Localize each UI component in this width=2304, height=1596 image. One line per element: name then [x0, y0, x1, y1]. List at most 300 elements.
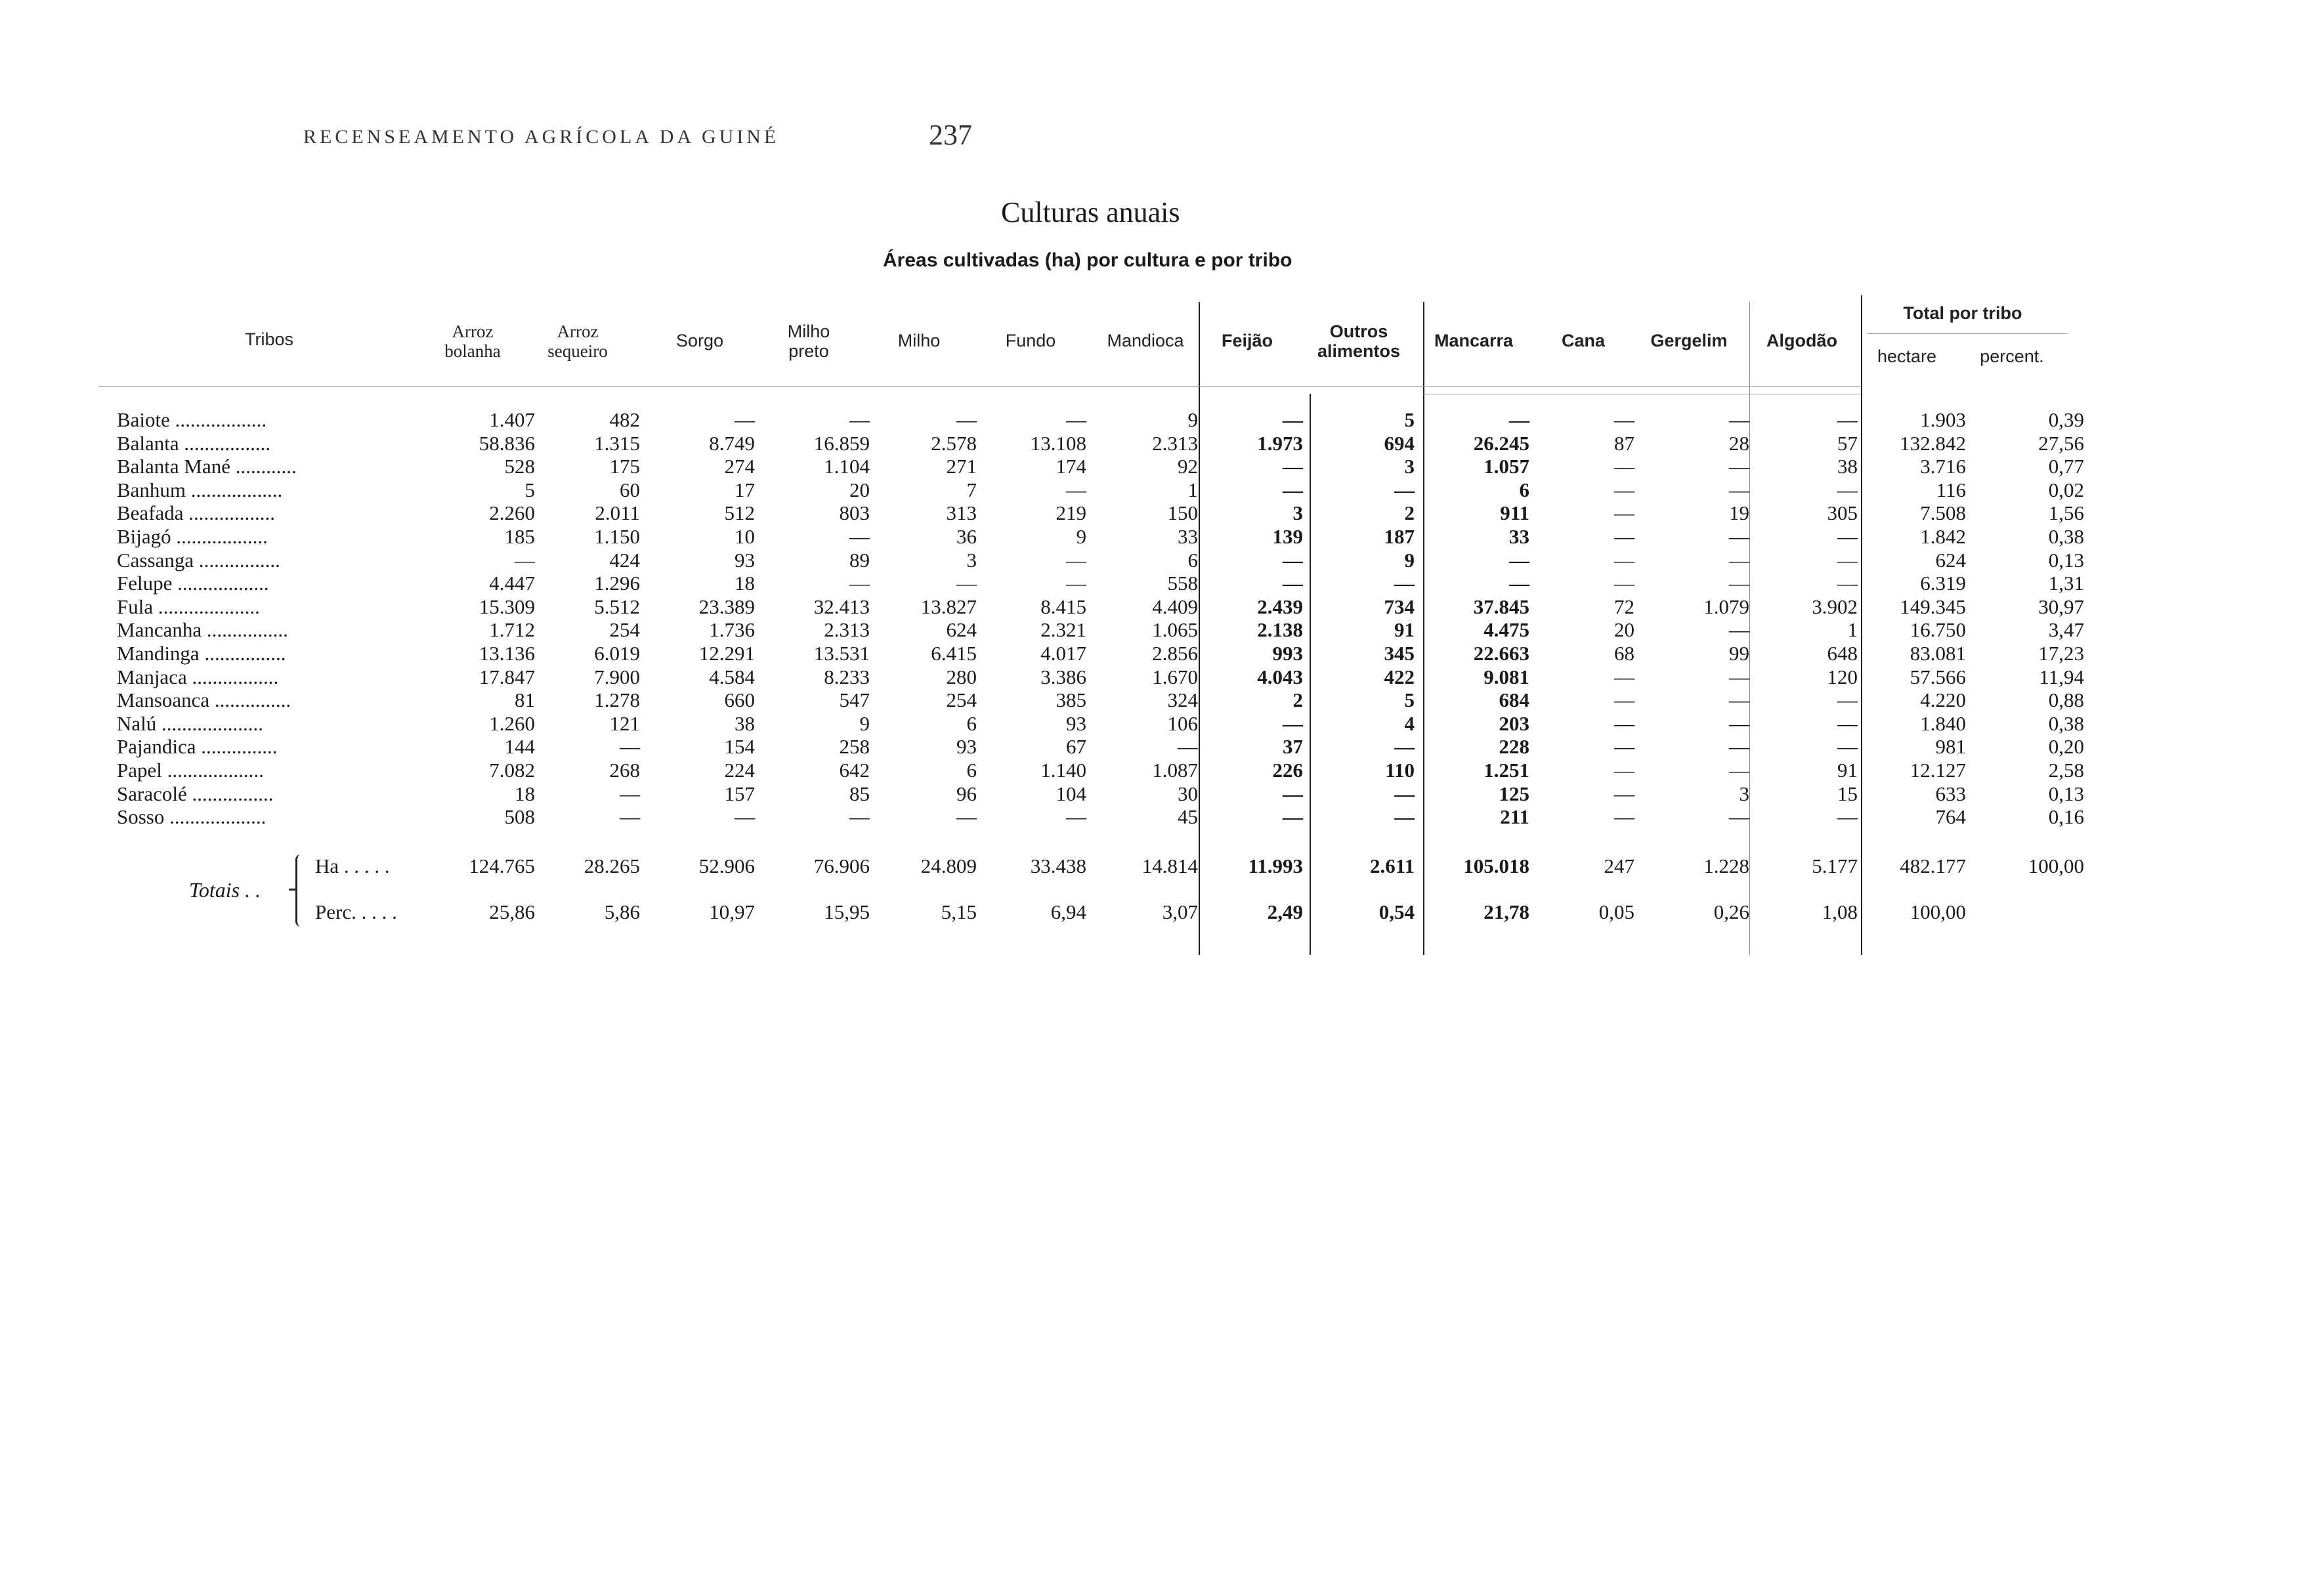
table-cell: 3: [966, 548, 977, 572]
header-line: preto: [788, 341, 829, 361]
table-cell: 7: [966, 478, 977, 501]
table-cell: —: [956, 572, 977, 595]
totals-cell: 2.611: [1369, 854, 1415, 877]
tribe-name: Pajandica ...............: [117, 735, 278, 759]
page-number: 237: [929, 119, 972, 151]
header-arroz-sequeiro: [519, 322, 637, 361]
table-cell: —: [849, 572, 870, 595]
table-cell: 5: [1404, 688, 1415, 712]
header-line: alimentos: [1317, 341, 1401, 361]
table-cell: 0,38: [2048, 711, 2084, 735]
tribe-name: Banhum ..................: [117, 478, 283, 501]
table-cell: 45: [1178, 805, 1198, 829]
table-cell: 2.138: [1257, 618, 1303, 642]
totals-cell: 5,86: [604, 900, 640, 923]
table-cell: —: [1837, 478, 1858, 501]
header-arroz-bolanha: [414, 322, 532, 361]
totals-cell: 6,94: [1050, 900, 1086, 923]
table-cell: 3: [1404, 455, 1415, 478]
table-cell: —: [1837, 525, 1858, 548]
table-cell: 6: [966, 759, 977, 782]
table-cell: 211: [1500, 805, 1529, 829]
table-cell: —: [1394, 782, 1415, 805]
table-cell: 20: [1614, 618, 1634, 642]
header-gergelim: [1630, 331, 1748, 350]
header-line: Fundo: [1005, 331, 1056, 350]
header-cana: [1524, 331, 1642, 350]
table-cell: —: [1837, 688, 1858, 712]
table-cell: —: [1614, 548, 1634, 572]
table-cell: —: [1614, 408, 1634, 431]
table-cell: 9.081: [1483, 665, 1529, 688]
totals-cell: 21,78: [1483, 900, 1529, 923]
tribe-name: Balanta .................: [117, 431, 271, 455]
header-line: Arroz: [557, 322, 599, 341]
table-cell: —: [1614, 735, 1634, 759]
totals-cell: 482.177: [1900, 854, 1966, 877]
header-line: Milho: [787, 322, 830, 341]
table-cell: —: [1614, 455, 1634, 478]
totals-cell: 0,54: [1378, 900, 1415, 923]
table-cell: 17: [735, 478, 755, 501]
table-cell: 38: [735, 711, 755, 735]
totals-cell: 0,26: [1713, 900, 1749, 923]
table-cell: 106: [1167, 711, 1198, 735]
header-line: Cana: [1561, 331, 1606, 350]
table-cell: 33: [1178, 525, 1198, 548]
table-cell: —: [1614, 501, 1634, 525]
table-cell: —: [1283, 408, 1303, 431]
table-title: Culturas anuais: [1001, 196, 1180, 228]
table-cell: —: [1729, 665, 1749, 688]
header-mancarra: [1415, 331, 1533, 350]
tribe-name: Mandinga ................: [117, 642, 286, 665]
header-outros-alimentos: [1300, 322, 1418, 361]
table-cell: —: [1837, 572, 1858, 595]
table-cell: 558: [1167, 572, 1198, 595]
table-cell: 104: [1056, 782, 1086, 805]
table-cell: 33: [1509, 525, 1529, 548]
header-line: Gergelim: [1650, 331, 1728, 350]
header-line: bolanha: [444, 341, 501, 361]
totals-cell: 14.814: [1141, 854, 1198, 877]
table-cell: 2.578: [931, 431, 977, 455]
table-cell: 324: [1167, 688, 1198, 712]
totals-cell: 100,00: [1909, 900, 1966, 923]
table-cell: 121: [609, 711, 640, 735]
totals-cell: 0,05: [1598, 900, 1634, 923]
header-line: Sorgo: [675, 331, 724, 350]
table-cell: 4.220: [1920, 688, 1966, 712]
totals-label: Totais . .: [189, 878, 261, 902]
table-cell: —: [1837, 548, 1858, 572]
totals-cell: 2,49: [1267, 900, 1303, 923]
table-cell: 139: [1272, 525, 1303, 548]
table-cell: 385: [1056, 688, 1086, 712]
table-cell: —: [620, 782, 640, 805]
header-line: Algodão: [1766, 331, 1837, 350]
totals-cell: 1,08: [1822, 900, 1858, 923]
totals-cell: 105.018: [1463, 854, 1529, 877]
table-cell: 3.386: [1040, 665, 1086, 688]
table-cell: 993: [1272, 642, 1303, 665]
table-cell: 2.313: [1152, 431, 1198, 455]
table-cell: 67: [1066, 735, 1086, 759]
table-cell: 2.011: [595, 501, 640, 525]
header-line: Arroz: [452, 322, 494, 341]
table-cell: —: [849, 525, 870, 548]
table-cell: 13.827: [920, 595, 977, 618]
table-cell: —: [956, 408, 977, 431]
table-cell: 1.079: [1703, 595, 1749, 618]
table-cell: —: [1178, 735, 1198, 759]
table-cell: —: [1729, 618, 1749, 642]
table-cell: 120: [1827, 665, 1858, 688]
table-cell: 1.260: [489, 711, 535, 735]
table-cell: —: [1729, 735, 1749, 759]
tribe-name: Fula ....................: [117, 595, 260, 618]
table-cell: 1.840: [1920, 711, 1966, 735]
table-cell: 125: [1499, 782, 1529, 805]
table-cell: 624: [946, 618, 977, 642]
table-cell: 547: [839, 688, 870, 712]
table-cell: 6.415: [931, 642, 977, 665]
table-cell: —: [1614, 572, 1634, 595]
tribe-name: Saracolé ................: [117, 782, 274, 805]
table-cell: 254: [609, 618, 640, 642]
table-cell: —: [1394, 572, 1415, 595]
table-cell: —: [1837, 805, 1858, 829]
header-tribos: Tribos: [244, 329, 293, 349]
table-cell: —: [956, 805, 977, 829]
table-cell: 1.670: [1152, 665, 1198, 688]
table-cell: 3,47: [2048, 618, 2084, 642]
totals-cell: 76.906: [813, 854, 870, 877]
table-cell: 258: [839, 735, 870, 759]
table-cell: —: [735, 408, 755, 431]
table-cell: —: [1283, 572, 1303, 595]
table-cell: 0,16: [2048, 805, 2084, 829]
table-cell: 624: [1935, 548, 1966, 572]
table-subtitle: Áreas cultivadas (ha) por cultura e por tribo: [883, 249, 1292, 271]
table-cell: —: [1614, 525, 1634, 548]
totals-cell: 28.265: [584, 854, 640, 877]
totals-cell: 5,15: [941, 900, 977, 923]
table-cell: 9: [1187, 408, 1198, 431]
table-cell: —: [1509, 408, 1529, 431]
table-cell: 19: [1729, 501, 1749, 525]
table-cell: 15.309: [479, 595, 535, 618]
totals-cell: 52.906: [698, 854, 755, 877]
totals-cell: 25,86: [489, 900, 535, 923]
table-cell: —: [1614, 805, 1634, 829]
table-cell: —: [1066, 478, 1086, 501]
table-cell: 1.104: [824, 455, 870, 478]
totals-cell: 15,95: [824, 900, 870, 923]
table-cell: 981: [1935, 735, 1966, 759]
table-cell: 803: [839, 501, 870, 525]
table-cell: 38: [1837, 455, 1858, 478]
table-cell: 3: [1739, 782, 1749, 805]
totals-cell: 100,00: [2028, 854, 2084, 877]
tribe-name: Baiote ..................: [117, 408, 267, 431]
table-cell: —: [1283, 782, 1303, 805]
running-head: RECENSEAMENTO AGRÍCOLA DA GUINÉ: [303, 126, 780, 148]
table-cell: 0,13: [2048, 782, 2084, 805]
table-cell: 93: [956, 735, 977, 759]
table-cell: 85: [849, 782, 870, 805]
header-milho-preto: [750, 322, 868, 361]
table-cell: 91: [1837, 759, 1858, 782]
header-fundo: [971, 331, 1090, 350]
table-cell: —: [1729, 759, 1749, 782]
table-cell: —: [1066, 548, 1086, 572]
header-line: Feijão: [1221, 331, 1273, 350]
table-cell: 1,31: [2048, 572, 2084, 595]
table-cell: —: [1394, 735, 1415, 759]
table-cell: 10: [735, 525, 755, 548]
table-cell: 32.413: [813, 595, 870, 618]
tribe-name: Cassanga ................: [117, 548, 280, 572]
table-cell: 13.136: [479, 642, 535, 665]
table-cell: 13.108: [1030, 431, 1086, 455]
table-cell: 228: [1499, 735, 1529, 759]
table-cell: 9: [1404, 548, 1415, 572]
totals-cell: 33.438: [1030, 854, 1086, 877]
table-cell: 17.847: [479, 665, 535, 688]
totals-perc-label: Perc. . . . .: [315, 900, 397, 923]
table-cell: —: [1509, 548, 1529, 572]
table-cell: 2.321: [1040, 618, 1086, 642]
table-cell: —: [620, 805, 640, 829]
table-cell: 91: [1394, 618, 1415, 642]
tribe-name: Mansoanca ...............: [117, 688, 291, 712]
table-cell: —: [1066, 805, 1086, 829]
table-cell: 157: [724, 782, 755, 805]
table-cell: 2.313: [824, 618, 870, 642]
table-cell: 174: [1056, 455, 1086, 478]
table-cell: 92: [1178, 455, 1198, 478]
table-cell: 7.082: [489, 759, 535, 782]
table-cell: 16.859: [813, 431, 870, 455]
table-cell: —: [1394, 805, 1415, 829]
table-cell: 187: [1384, 525, 1415, 548]
totals-cell: 1.228: [1703, 854, 1749, 877]
table-cell: —: [849, 805, 870, 829]
table-cell: 6: [966, 711, 977, 735]
table-cell: 1.296: [594, 572, 640, 595]
table-cell: 633: [1935, 782, 1966, 805]
table-cell: 4.584: [709, 665, 755, 688]
table-cell: 18: [735, 572, 755, 595]
table-cell: 2.439: [1257, 595, 1303, 618]
table-cell: —: [1509, 572, 1529, 595]
table-cell: 1.065: [1152, 618, 1198, 642]
table-cell: 6: [1187, 548, 1198, 572]
table-cell: 5.512: [594, 595, 640, 618]
table-cell: 9: [1076, 525, 1086, 548]
table-cell: 5: [1404, 408, 1415, 431]
table-cell: 1.736: [709, 618, 755, 642]
table-cell: 1.150: [594, 525, 640, 548]
table-cell: —: [620, 735, 640, 759]
table-cell: 660: [724, 688, 755, 712]
table-cell: 305: [1827, 501, 1858, 525]
table-cell: —: [1066, 408, 1086, 431]
table-cell: 0,88: [2048, 688, 2084, 712]
tribe-name: Beafada .................: [117, 501, 276, 525]
totals-cell: 3,07: [1162, 900, 1198, 923]
header-total-percent: percent.: [1980, 346, 2044, 366]
table-cell: 280: [946, 665, 977, 688]
table-cell: —: [1614, 782, 1634, 805]
table-cell: 30: [1178, 782, 1198, 805]
table-cell: —: [1283, 711, 1303, 735]
table-cell: 99: [1729, 642, 1749, 665]
table-cell: 4.447: [489, 572, 535, 595]
table-cell: 175: [609, 455, 640, 478]
table-cell: 185: [504, 525, 535, 548]
table-cell: 424: [609, 548, 640, 572]
table-cell: —: [515, 548, 535, 572]
table-cell: 8.749: [709, 431, 755, 455]
table-cell: —: [1729, 688, 1749, 712]
table-cell: 60: [620, 478, 640, 501]
table-cell: 83.081: [1909, 642, 1966, 665]
header-line: Mancarra: [1434, 331, 1514, 350]
table-cell: 911: [1500, 501, 1529, 525]
table-cell: 144: [504, 735, 535, 759]
table-cell: —: [1283, 478, 1303, 501]
table-cell: —: [1614, 478, 1634, 501]
table-cell: 1.903: [1920, 408, 1966, 431]
table-cell: 4.043: [1257, 665, 1303, 688]
table-cell: —: [1729, 455, 1749, 478]
table-cell: 6.319: [1920, 572, 1966, 595]
table-cell: 13.531: [813, 642, 870, 665]
table-cell: 1.057: [1483, 455, 1529, 478]
table-cell: 268: [609, 759, 640, 782]
tribe-name: Manjaca .................: [117, 665, 279, 688]
totals-ha-label: Ha . . . . .: [315, 854, 390, 877]
table-cell: 116: [1936, 478, 1966, 501]
table-cell: 422: [1384, 665, 1415, 688]
table-cell: 26.245: [1473, 431, 1529, 455]
tribe-name: Felupe ..................: [117, 572, 269, 595]
table-cell: —: [1837, 711, 1858, 735]
table-cell: 313: [946, 501, 977, 525]
table-cell: —: [735, 805, 755, 829]
table-cell: 4: [1404, 711, 1415, 735]
table-cell: 3.902: [1812, 595, 1858, 618]
totals-cell: 5.177: [1812, 854, 1858, 877]
totals-cell: 247: [1604, 854, 1634, 877]
table-cell: 37: [1283, 735, 1303, 759]
table-cell: 508: [504, 805, 535, 829]
table-cell: 648: [1827, 642, 1858, 665]
table-cell: 203: [1499, 711, 1529, 735]
header-milho: [860, 331, 978, 350]
table-cell: 110: [1385, 759, 1415, 782]
totals-brace: [295, 854, 307, 927]
table-cell: 28: [1729, 431, 1749, 455]
table-cell: 1,56: [2048, 501, 2084, 525]
header-rule: [1867, 333, 2068, 334]
table-cell: 684: [1499, 688, 1529, 712]
table-cell: 22.663: [1473, 642, 1529, 665]
table-cell: 12.127: [1909, 759, 1966, 782]
table-cell: —: [1614, 711, 1634, 735]
table-cell: —: [1614, 759, 1634, 782]
header-line: Milho: [897, 331, 941, 350]
tribe-name: Papel ...................: [117, 759, 264, 782]
totals-cell: 24.809: [920, 854, 977, 877]
table-cell: —: [849, 408, 870, 431]
table-cell: 37.845: [1473, 595, 1529, 618]
table-cell: 4.409: [1152, 595, 1198, 618]
table-cell: 36: [956, 525, 977, 548]
header-algodao: [1743, 331, 1861, 350]
table-cell: —: [1283, 548, 1303, 572]
table-cell: —: [1837, 735, 1858, 759]
table-cell: 219: [1056, 501, 1086, 525]
table-cell: 2.856: [1152, 642, 1198, 665]
table-cell: 1.278: [594, 688, 640, 712]
table-cell: —: [1729, 478, 1749, 501]
table-cell: 89: [849, 548, 870, 572]
totals-cell: [1973, 900, 2084, 924]
table-cell: 2.260: [489, 501, 535, 525]
table-cell: —: [1283, 455, 1303, 478]
header-line: Outros: [1329, 322, 1388, 341]
table-cell: 1.973: [1257, 431, 1303, 455]
table-cell: 8.233: [824, 665, 870, 688]
table-cell: 30,97: [2038, 595, 2084, 618]
table-cell: 734: [1384, 595, 1415, 618]
table-cell: —: [1066, 572, 1086, 595]
table-cell: 2,58: [2048, 759, 2084, 782]
table-cell: —: [1283, 805, 1303, 829]
table-cell: 528: [504, 455, 535, 478]
table-cell: 1.087: [1152, 759, 1198, 782]
table-cell: 149.345: [1900, 595, 1966, 618]
table-cell: 23.389: [698, 595, 755, 618]
table-cell: 0,20: [2048, 735, 2084, 759]
table-cell: 1.842: [1920, 525, 1966, 548]
table-cell: 11,94: [2039, 665, 2084, 688]
table-cell: 12.291: [698, 642, 755, 665]
header-feijao: [1188, 331, 1306, 350]
table-cell: 4.017: [1040, 642, 1086, 665]
table-cell: 3: [1292, 501, 1303, 525]
header-line: Mandioca: [1107, 331, 1184, 350]
header-mandioca: [1086, 331, 1205, 350]
table-cell: 17,23: [2038, 642, 2084, 665]
table-cell: 5: [524, 478, 535, 501]
header-total-hectare: hectare: [1877, 346, 1937, 366]
table-cell: 274: [724, 455, 755, 478]
table-cell: 57: [1837, 431, 1858, 455]
table-cell: 1.251: [1483, 759, 1529, 782]
table-cell: 68: [1614, 642, 1634, 665]
table-cell: 3.716: [1920, 455, 1966, 478]
tribe-name: Bijagó ..................: [117, 525, 268, 548]
table-cell: 93: [735, 548, 755, 572]
table-cell: 226: [1272, 759, 1303, 782]
tribe-name: Nalú ....................: [117, 711, 264, 735]
table-cell: 16.750: [1909, 618, 1966, 642]
totals-brace-tip: [289, 889, 297, 891]
